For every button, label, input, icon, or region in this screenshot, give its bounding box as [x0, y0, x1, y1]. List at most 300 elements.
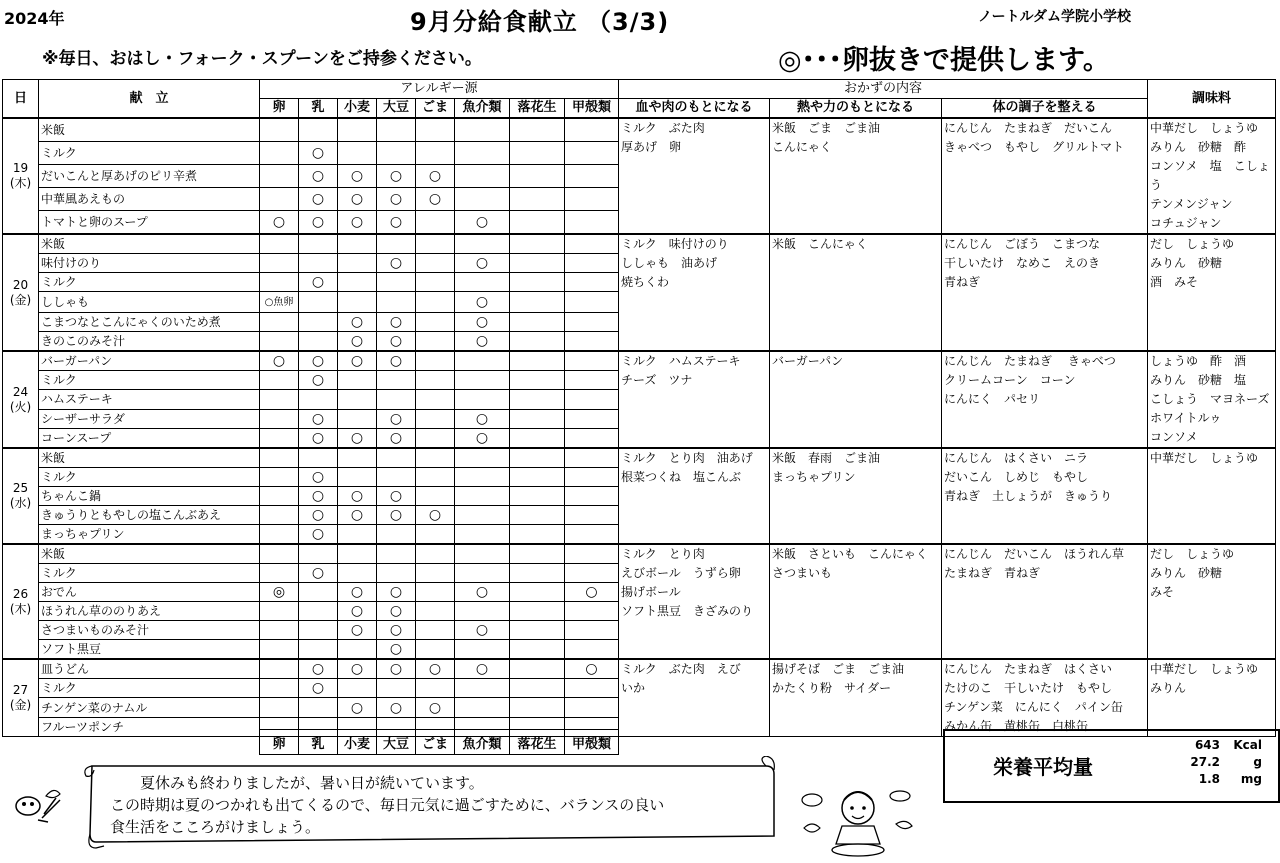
allergen-mark [377, 332, 416, 352]
content-line: みりん 砂糖 [1150, 256, 1223, 270]
allergen-mark [565, 428, 619, 448]
allergen-mark [455, 409, 510, 428]
menu-item-name: 皿うどん [39, 659, 260, 679]
allergen-mark-symbol: ○ [311, 410, 325, 427]
allergen-mark [565, 602, 619, 621]
content-line: にんじん だいこん ほうれん草 [944, 547, 1125, 561]
allergen-header: 小麦 [338, 99, 377, 119]
allergen-mark [416, 332, 455, 352]
allergen-mark [416, 210, 455, 234]
allergen-mark [565, 165, 619, 188]
allergen-mark [338, 313, 377, 332]
allergen-mark [455, 544, 510, 564]
content-line: たけのこ 干しいたけ もやし [944, 681, 1113, 695]
allergen-mark [260, 254, 299, 273]
seasoning-cell [1148, 234, 1276, 351]
allergen-mark [377, 165, 416, 188]
content-line: ミルク とり肉 [621, 547, 705, 561]
content-line: 米飯 さといも こんにゃく [772, 547, 928, 561]
allergen-mark [338, 640, 377, 660]
allergen-mark [260, 544, 299, 564]
allergen-mark [510, 371, 565, 390]
allergen-mark [455, 187, 510, 210]
allergen-mark [510, 640, 565, 660]
allergen-footer-label: 卵 [260, 730, 299, 755]
allergen-mark [565, 506, 619, 525]
content-line: 青ねぎ [944, 275, 981, 289]
menu-item-name: 中華風あえもの [39, 187, 260, 210]
salt-unit: mg [1240, 772, 1262, 786]
allergen-mark [565, 468, 619, 487]
allergen-mark-symbol: ○ [311, 353, 325, 370]
allergen-mark-symbol: ○ [428, 190, 442, 207]
allergen-mark-symbol: ○ [311, 680, 325, 697]
allergen-mark [416, 428, 455, 448]
weekday: (金) [9, 292, 32, 307]
allergen-mark [565, 640, 619, 660]
content-line: みりん 砂糖 酢 [1150, 140, 1247, 154]
allergen-mark [416, 602, 455, 621]
allergen-mark [510, 564, 565, 583]
allergen-mark [338, 118, 377, 142]
food-group-yellow [770, 234, 942, 351]
allergen-mark [455, 640, 510, 660]
allergen-mark-symbol: ○ [311, 213, 325, 230]
utensil-note: ※毎日、おはし・フォーク・スプーンをご持参ください。 [42, 49, 482, 69]
table-row [3, 659, 1276, 679]
day-number: 25 [12, 481, 29, 495]
allergen-mark [510, 254, 565, 273]
content-line: ミルク とり肉 油あげ [621, 451, 753, 465]
content-line: いか [621, 681, 646, 695]
allergen-mark [510, 210, 565, 234]
energy-unit: Kcal [1233, 738, 1262, 752]
allergen-mark-symbol: ○ [311, 145, 325, 162]
allergen-mark [299, 679, 338, 698]
menu-item-name: きゅうりともやしの塩こんぶあえ [39, 506, 260, 525]
allergen-mark [416, 313, 455, 332]
protein-unit: g [1253, 755, 1262, 769]
group-header-yellow: 熱や力のもとになる [770, 99, 942, 119]
allergen-header: 乳 [299, 99, 338, 119]
allergen-mark [510, 544, 565, 564]
content-line: ししゃも 油あげ [621, 256, 718, 270]
allergen-mark [377, 659, 416, 679]
content-line: みりん 砂糖 [1150, 566, 1223, 580]
allergen-mark [260, 679, 299, 698]
allergen-mark [510, 448, 565, 468]
salt-value: 1.8 [1198, 772, 1220, 786]
allergen-mark-symbol: ○ [389, 213, 403, 230]
allergen-mark-symbol: ○ [389, 641, 403, 657]
allergen-mark [455, 292, 510, 313]
allergen-header: 大豆 [377, 99, 416, 119]
allergen-mark [377, 351, 416, 371]
allergen-mark [377, 525, 416, 545]
allergen-mark [416, 621, 455, 640]
day-number: 27 [12, 683, 29, 697]
seasoning-cell [1148, 659, 1276, 737]
allergen-mark [260, 273, 299, 292]
allergen-mark [510, 234, 565, 254]
allergen-mark-symbol: ○ [475, 314, 489, 330]
allergen-mark [338, 332, 377, 352]
allergen-mark [416, 640, 455, 660]
allergen-mark [455, 118, 510, 142]
weekday: (木) [9, 176, 32, 190]
allergen-mark-symbol: ○ [475, 429, 489, 446]
allergen-mark [338, 525, 377, 545]
allergen-mark [299, 390, 338, 409]
allergen-mark [338, 409, 377, 428]
content-line: にんじん たまねぎ きゃべつ [944, 354, 1116, 368]
menu-item-name: ミルク [39, 142, 260, 165]
allergen-mark-symbol: ○ [350, 429, 364, 446]
content-line: コンソメ 塩 こしょう [1150, 159, 1270, 192]
allergen-mark-symbol: ◎ [272, 584, 286, 600]
protein-value: 27.2 [1190, 755, 1220, 769]
allergen-mark-symbol: ○ [311, 190, 325, 207]
nutrition-values [1170, 737, 1262, 788]
allergen-mark [416, 525, 455, 545]
allergen-mark [260, 371, 299, 390]
allergen-mark-symbol: ○魚卵 [264, 297, 294, 308]
food-group-yellow [770, 351, 942, 448]
allergen-mark [377, 583, 416, 602]
allergen-mark [260, 698, 299, 717]
allergen-mark-symbol: ○ [311, 526, 325, 542]
allergen-mark [299, 659, 338, 679]
allergen-mark-symbol: ○ [350, 353, 364, 370]
allergen-mark-symbol: ○ [475, 661, 489, 678]
menu-header: 献 立 [39, 80, 260, 119]
allergen-mark [377, 409, 416, 428]
allergen-mark [260, 487, 299, 506]
allergen-mark [377, 428, 416, 448]
seasoning-cell [1148, 448, 1276, 544]
allergen-mark [377, 254, 416, 273]
allergen-header: 甲殻類 [565, 99, 619, 119]
seasoning-header: 調味料 [1148, 80, 1276, 119]
menu-item-name: 米飯 [39, 544, 260, 564]
content-group-header: おかずの内容 [619, 80, 1148, 99]
allergen-mark [565, 332, 619, 352]
allergen-mark [510, 351, 565, 371]
allergen-mark-symbol: ○ [475, 213, 489, 230]
allergen-mark [416, 468, 455, 487]
allergen-mark [299, 142, 338, 165]
allergen-footer-label: 魚介類 [455, 730, 510, 755]
allergen-mark [416, 273, 455, 292]
allergen-mark [299, 468, 338, 487]
content-line: みりん 砂糖 塩 [1150, 373, 1247, 387]
seasoning-cell [1148, 544, 1276, 659]
allergen-mark-symbol: ○ [350, 699, 364, 716]
allergen-mark-symbol: ○ [350, 314, 364, 330]
content-line: チンゲン菜 にんにく パイン缶 [944, 700, 1123, 714]
allergen-mark [299, 698, 338, 717]
content-line: 米飯 春雨 ごま油 [772, 451, 881, 465]
allergen-mark [299, 640, 338, 660]
menu-item-name: ちゃんこ鍋 [39, 487, 260, 506]
food-group-green [942, 659, 1148, 737]
table-row [3, 544, 1276, 564]
allergen-mark [455, 602, 510, 621]
allergen-mark [260, 659, 299, 679]
allergen-mark [565, 698, 619, 717]
content-line: バーガーパン [772, 354, 844, 368]
allergen-mark [299, 602, 338, 621]
menu-item-name: ししゃも [39, 292, 260, 313]
allergen-mark [455, 165, 510, 188]
allergen-footer-label: 甲殻類 [565, 730, 619, 755]
allergen-mark [377, 390, 416, 409]
content-line: コンソメ [1150, 430, 1198, 444]
allergen-mark [416, 487, 455, 506]
allergen-mark [299, 506, 338, 525]
allergen-mark-symbol: ○ [389, 167, 403, 184]
allergen-mark-symbol: ○ [350, 603, 364, 619]
allergen-mark [416, 351, 455, 371]
allergen-mark [338, 544, 377, 564]
allergen-mark [338, 659, 377, 679]
allergen-mark [260, 142, 299, 165]
content-line: ミルク ぶた肉 えび [621, 662, 741, 676]
allergen-mark [565, 390, 619, 409]
allergen-mark [338, 254, 377, 273]
menu-item-name: おでん [39, 583, 260, 602]
allergen-mark [377, 371, 416, 390]
weekday: (金) [9, 698, 32, 712]
allergen-mark [299, 118, 338, 142]
allergen-mark-symbol: ○ [311, 429, 325, 446]
content-line: 干しいたけ なめこ えのき [944, 256, 1101, 270]
allergen-mark [510, 679, 565, 698]
allergen-mark [416, 564, 455, 583]
allergen-mark [510, 506, 565, 525]
food-group-red [619, 659, 770, 737]
allergen-mark [338, 487, 377, 506]
allergen-header: 落花生 [510, 99, 565, 119]
allergen-mark [260, 313, 299, 332]
food-group-yellow [770, 544, 942, 659]
allergen-mark [299, 621, 338, 640]
allergen-mark [455, 332, 510, 352]
table-row [3, 118, 1276, 142]
allergen-mark [565, 409, 619, 428]
allergen-mark [299, 332, 338, 352]
allergen-mark [455, 487, 510, 506]
date-cell [3, 659, 39, 737]
allergen-mark [416, 698, 455, 717]
allergen-header: ごま [416, 99, 455, 119]
weekday: (木) [9, 601, 32, 616]
seasoning-cell [1148, 118, 1276, 234]
allergen-mark [260, 390, 299, 409]
allergen-mark [299, 313, 338, 332]
allergen-mark [416, 506, 455, 525]
allergen-mark [510, 187, 565, 210]
allergen-mark [416, 118, 455, 142]
food-group-yellow [770, 659, 942, 737]
allergen-mark [377, 487, 416, 506]
food-group-green [942, 234, 1148, 351]
allergen-mark [510, 487, 565, 506]
content-line: にんじん ごぼう こまつな [944, 237, 1101, 251]
menu-table [2, 79, 1276, 737]
allergen-mark [338, 602, 377, 621]
allergen-mark [510, 602, 565, 621]
allergen-mark [565, 525, 619, 545]
allergen-mark [416, 292, 455, 313]
allergen-mark [260, 409, 299, 428]
allergen-mark [455, 583, 510, 602]
allergen-mark [455, 525, 510, 545]
menu-item-name: チンゲン菜のナムル [39, 698, 260, 717]
allergen-mark [377, 602, 416, 621]
allergen-mark-symbol: ○ [389, 255, 403, 271]
vegetables-illustration-icon [8, 778, 68, 828]
allergen-mark [510, 118, 565, 142]
allergen-mark [377, 448, 416, 468]
content-line: えびボール うずら卵 [621, 566, 741, 580]
food-group-red [619, 351, 770, 448]
food-group-red [619, 544, 770, 659]
allergen-mark [260, 234, 299, 254]
allergen-mark [299, 487, 338, 506]
allergen-mark [260, 428, 299, 448]
allergen-mark [510, 583, 565, 602]
allergen-mark [510, 332, 565, 352]
content-line: だいこん しめじ もやし [944, 470, 1089, 484]
allergen-group-header: アレルギー源 [260, 80, 619, 99]
allergen-mark [416, 409, 455, 428]
menu-item-name: きのこのみそ汁 [39, 332, 260, 352]
allergen-mark-symbol: ○ [389, 661, 403, 678]
allergen-mark [260, 602, 299, 621]
allergen-mark [416, 659, 455, 679]
day-number: 26 [12, 586, 29, 601]
content-line: 酒 みそ [1150, 275, 1199, 289]
food-group-green [942, 544, 1148, 659]
allergen-mark [299, 409, 338, 428]
allergen-mark [416, 448, 455, 468]
allergen-mark-symbol: ○ [585, 661, 598, 678]
allergen-mark [455, 273, 510, 292]
food-group-green [942, 351, 1148, 448]
allergen-mark [338, 390, 377, 409]
allergen-mark [377, 118, 416, 142]
allergen-mark [260, 292, 299, 313]
menu-item-name: トマトと卵のスープ [39, 210, 260, 234]
allergen-mark [338, 428, 377, 448]
menu-item-name: 米飯 [39, 448, 260, 468]
content-line: たまねぎ 青ねぎ [944, 566, 1041, 580]
menu-item-name: バーガーパン [39, 351, 260, 371]
allergen-mark [338, 187, 377, 210]
page-title: 9月分給食献立 （3/3) [410, 8, 670, 36]
allergen-mark [565, 679, 619, 698]
allergen-mark [299, 187, 338, 210]
allergen-mark [299, 165, 338, 188]
message-text [110, 772, 664, 838]
allergen-mark-symbol: ○ [311, 565, 325, 581]
allergen-footer-label: 乳 [299, 730, 338, 755]
allergen-mark [299, 273, 338, 292]
table-row [3, 234, 1276, 254]
allergen-mark-symbol: ○ [475, 410, 489, 427]
allergen-mark [260, 187, 299, 210]
allergen-mark [565, 292, 619, 313]
allergen-mark [338, 292, 377, 313]
food-group-red [619, 448, 770, 544]
allergen-mark [377, 564, 416, 583]
menu-item-name: フルーツポンチ [39, 717, 260, 736]
content-line: ミルク 味付けのり [621, 237, 729, 251]
allergen-mark-symbol: ○ [389, 699, 403, 716]
content-line: ホワイトルゥ [1150, 411, 1222, 425]
allergen-mark-symbol: ○ [311, 274, 325, 290]
group-header-green: 体の調子を整える [942, 99, 1148, 119]
allergen-mark [510, 698, 565, 717]
content-line: まっちゃプリン [772, 470, 856, 484]
group-header-red: 血や肉のもとになる [619, 99, 770, 119]
menu-item-name: こまつなとこんにゃくのいため煮 [39, 313, 260, 332]
content-line: 根菜つくね 塩こんぶ [621, 470, 742, 484]
allergen-mark-symbol: ○ [428, 507, 442, 523]
date-cell [3, 544, 39, 659]
menu-item-name: シーザーサラダ [39, 409, 260, 428]
content-line: こしょう マヨネーズ [1150, 392, 1270, 406]
day-number: 24 [12, 384, 29, 399]
table-row [3, 351, 1276, 371]
allergen-mark [455, 313, 510, 332]
content-line: にんじん はくさい ニラ [944, 451, 1089, 465]
allergen-footer-label: 大豆 [377, 730, 416, 755]
allergen-mark [565, 210, 619, 234]
content-line: クリームコーン コーン [944, 373, 1076, 387]
nutrition-box [943, 729, 1280, 803]
allergen-mark [455, 698, 510, 717]
date-cell [3, 234, 39, 351]
allergen-mark [455, 621, 510, 640]
content-line: ミルク ぶた肉 [621, 121, 705, 135]
content-line: 中華だし しょうゆ [1150, 662, 1259, 676]
allergen-mark [510, 468, 565, 487]
allergen-mark [260, 448, 299, 468]
energy-value: 643 [1194, 738, 1220, 752]
content-line: きゃべつ もやし グリルトマト [944, 140, 1125, 154]
allergen-mark [416, 254, 455, 273]
allergen-mark [455, 448, 510, 468]
allergen-mark-symbol: ○ [311, 507, 325, 523]
allergen-mark [338, 468, 377, 487]
allergen-mark-symbol: ○ [389, 603, 403, 619]
allergen-mark [299, 448, 338, 468]
allergen-mark-symbol: ○ [311, 469, 325, 485]
allergen-mark-symbol: ○ [389, 429, 403, 446]
allergen-mark-symbol: ○ [475, 294, 489, 310]
allergen-mark [510, 292, 565, 313]
allergen-mark [377, 234, 416, 254]
allergen-mark [510, 525, 565, 545]
message-line: 夏休みも終わりましたが、暑い日が続いています。 [140, 774, 484, 792]
allergen-mark [299, 544, 338, 564]
allergen-mark [416, 544, 455, 564]
allergen-mark [299, 254, 338, 273]
allergen-mark-symbol: ○ [428, 661, 442, 678]
allergen-mark [416, 371, 455, 390]
